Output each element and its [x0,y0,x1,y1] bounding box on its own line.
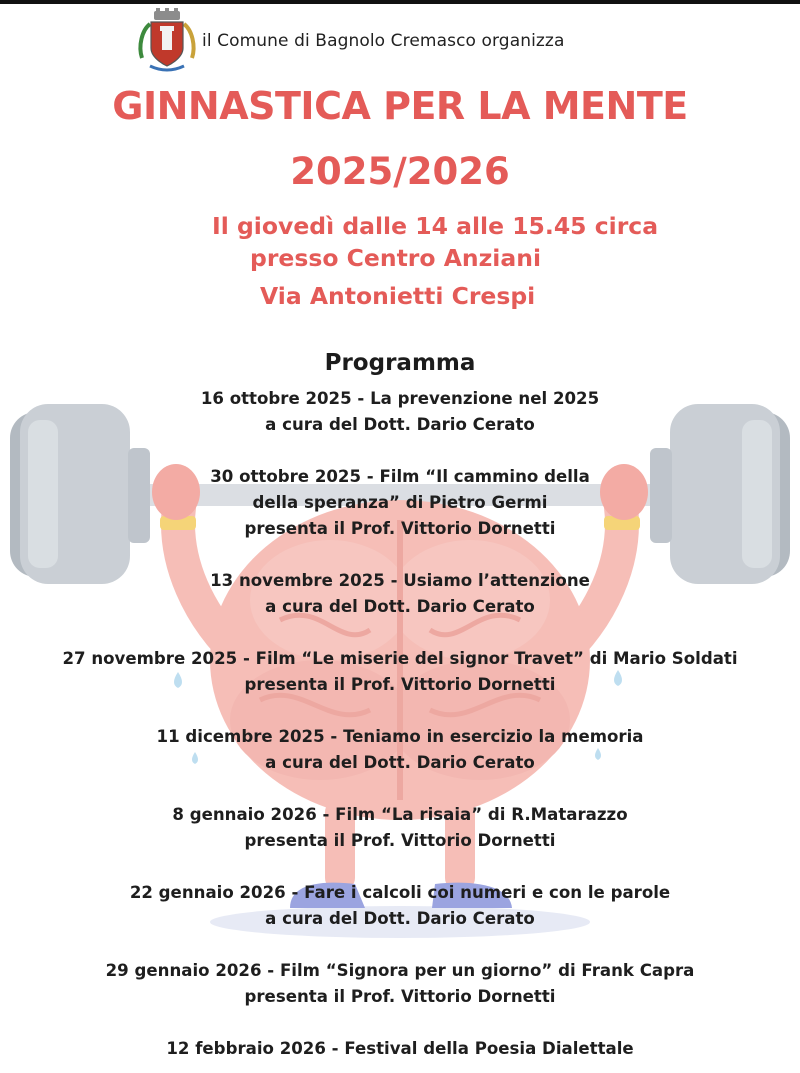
schedule-place: presso Centro Anziani [250,244,542,272]
program-item-detail: a cura del Dott. Dario Cerato [265,415,535,434]
program-item-title: 11 dicembre 2025 - Teniamo in esercizio la memoria [156,727,644,746]
program-item [0,802,800,854]
program-item-title: 13 novembre 2025 - Usiamo l’attenzione [210,571,590,590]
program-item-detail: a cura del Dott. Dario Cerato [265,909,535,928]
season-title: 2025/2026 [290,150,510,193]
program-heading: Programma [324,350,476,376]
organizer-text: il Comune di Bagnolo Cremasco organizza [202,31,565,51]
program-list [0,386,800,1062]
program-item-detail: della speranza” di Pietro Germi [252,493,548,512]
program-item [0,958,800,1010]
schedule-address: Via Antonietti Crespi [260,282,536,310]
organizer-header [136,6,564,76]
program-item-title: 16 ottobre 2025 - La prevenzione nel 2025 [200,389,600,408]
program-item [0,724,800,776]
program-item-title: 30 ottobre 2025 - Film “Il cammino della [210,467,590,486]
program-item-detail: presenta il Prof. Vittorio Dornetti [244,519,556,538]
program-item-detail: a cura del Dott. Dario Cerato [265,753,535,772]
program-item-detail: presenta il Prof. Vittorio Dornetti [244,831,556,850]
program-item-title: 8 gennaio 2026 - Film “La risaia” di R.Matarazzo [172,805,628,824]
program-item [0,386,800,438]
program-item-title: 27 novembre 2025 - Film “Le miserie del signor Travet” di Mario Soldati [62,649,738,668]
program-item [0,568,800,620]
program-item-title: 22 gennaio 2026 - Fare i calcoli coi numeri e con le parole [129,883,671,902]
program-item [0,646,800,698]
program-item [0,464,800,542]
program-item [0,1036,800,1062]
municipal-crest-icon [136,8,198,74]
program-item-detail: presenta il Prof. Vittorio Dornetti [244,987,556,1006]
schedule-time: Il giovedì dalle 14 alle 15.45 circa [212,212,659,240]
event-title: GINNASTICA PER LA MENTE [112,84,688,128]
program-item [0,880,800,932]
program-item-detail: a cura del Dott. Dario Cerato [265,597,535,616]
program-item-detail: presenta il Prof. Vittorio Dornetti [244,675,556,694]
program-item-title: 12 febbraio 2026 - Festival della Poesia Dialettale [166,1039,634,1058]
program-item-title: 29 gennaio 2026 - Film “Signora per un giorno” di Frank Capra [105,961,695,980]
